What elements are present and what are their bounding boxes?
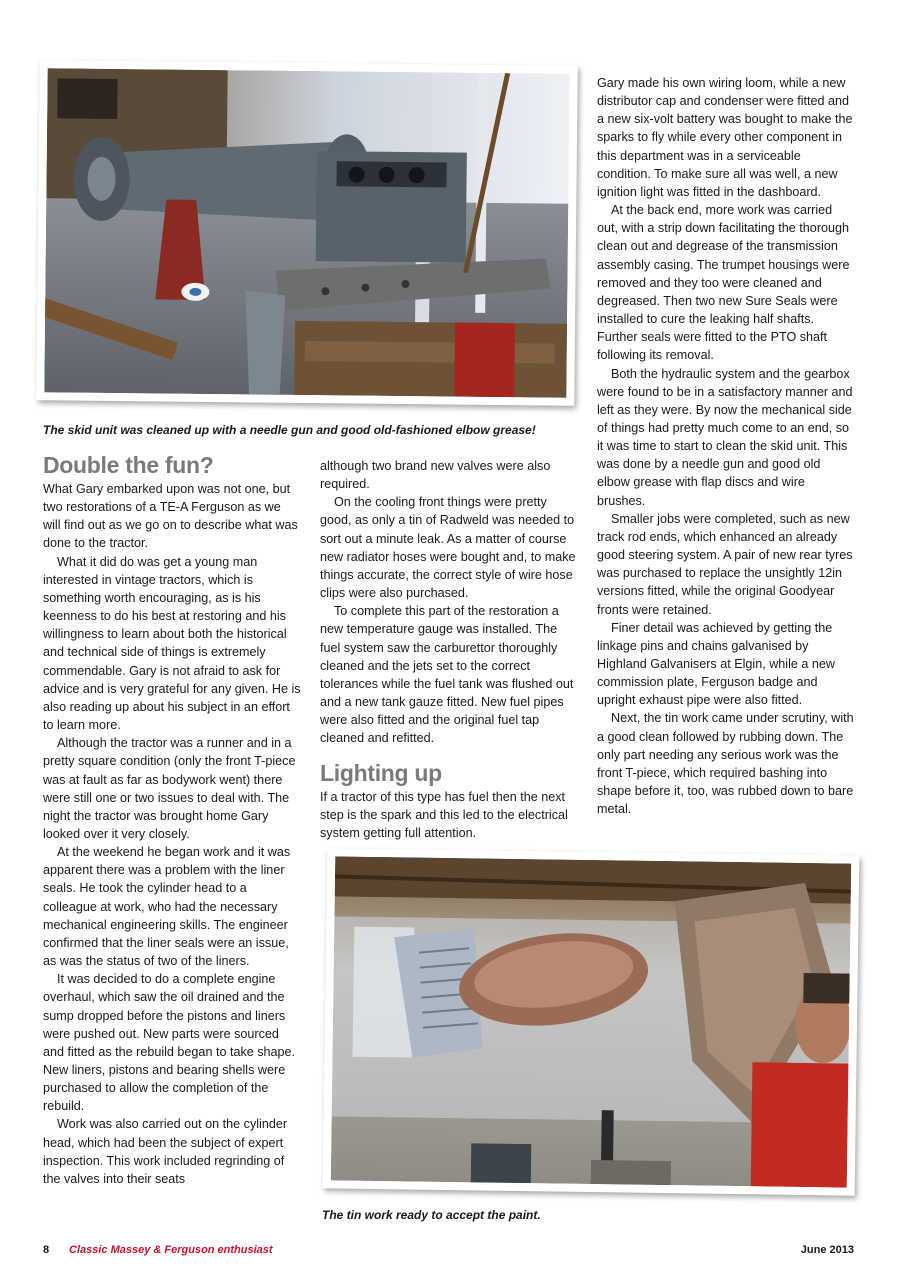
paragraph: To complete this part of the restoration a new temperature gauge was installed. The fuel system saw the carburettor thoroughly cleaned and the jets set to the correct tolerances while the fuel tank was flushed out and a new tank gauze fitted. New fuel pipes were also fitted and the original fuel tap cleaned and refitted. [320,604,574,746]
issue-date: June 2013 [800,1244,854,1256]
article-column-3 [597,74,855,818]
skid-unit-photo [36,60,578,406]
section-heading-double-the-fun: Double the fun? [43,452,214,478]
top-photo-caption: The skid unit was cleaned up with a needle gun and good old-fashioned elbow grease! [43,423,536,437]
paragraph: If a tractor of this type has fuel then the next step is the spark and this led to the electrical system getting full attention. [320,789,568,840]
paragraph: Work was also carried out on the cylinder head, which had been the subject of expert inspection. This work included regrinding of the valves into their seats [43,1117,288,1186]
paragraph: What Gary embarked upon was not one, but two restorations of a TE-A Ferguson as we will find out as we go on to describe what was done to the tractor. [43,482,298,551]
paragraph: What it did do was get a young man interested in vintage tractors, which is something worth encouraging, as is his keenness to do his best at restoring and his willingness to learn about both the historical and technical side of things is extremely commendable. Gary is not afraid to ask for advice and is very grateful for any given. He is also reading up about his subject in an effort to learn more. [43,554,301,733]
paragraph: although two brand new valves were also required. [320,459,551,492]
paragraph: Finer detail was achieved by getting the linkage pins and chains galvanised by Highland Galvanisers at Elgin, while a new commission plate, Ferguson badge and upright exhaust pipe were also fitted. [597,620,836,708]
tin-work-photo [323,848,860,1195]
tin-work-image [331,856,851,1187]
paragraph: On the cooling front things were pretty good, as only a tin of Radweld was needed to sort out a minute leak. As a matter of course new radiator hoses were bought and, to make things accurate, the correct style of wire hose clips were also purchased. [320,495,576,601]
paragraph: At the back end, more work was carried out, with a strip down facilitating the thorough clean out and degrease of the transmission assembly casing. The trumpet housings were removed and they too were cleaned and degreased. Then two new Sure Seals were installed to cure the leaking half shafts. Further seals were fitted to the PTO shaft following its removal. [597,203,850,363]
skid-unit-image [44,68,569,397]
paragraph: At the weekend he began work and it was apparent there was a problem with the liner seals. He took the cylinder head to a colleague at work, who had the necessary mechanical engineering skills. The engineer confirmed that the liner seals were an issue, as was the status of two of the liners. [43,845,291,969]
bottom-photo-caption: The tin work ready to accept the paint. [322,1208,541,1222]
section-heading-lighting-up: Lighting up [320,759,442,786]
page-number: 8 [43,1244,50,1256]
magazine-title: Classic Massey & Ferguson enthusiast [69,1244,273,1256]
paragraph: Smaller jobs were completed, such as new track rod ends, which enhanced an already good steering system. A pair of new rear tyres was purchased to replace the unsightly 12in versions fitted, while the original Goodyear fronts were retained. [597,511,853,617]
paragraph: It was decided to do a complete engine overhaul, which saw the oil drained and the sump dropped before the pistons and liners were pushed out. New parts were sourced and fitted as the rebuild began to take shape. New liners, pistons and bearing shells were purchased to allow the completion of the rebuild. [43,972,296,1114]
article-column-2 [320,457,578,842]
article-column-1 [43,452,301,1188]
paragraph: Gary made his own wiring loom, while a new distributor cap and condenser were fitted and a new six-volt battery was bought to make the sparks to fly while every other component in this department was in a serviceable condition. To make sure all was well, a new ignition light was fitted in the dashboard. [597,76,853,199]
paragraph: Next, the tin work came under scrutiny, with a good clean followed by rubbing down. The only part needing any serious work was the front T-piece, which required bashing into shape before it, too, was rubbed down to bare metal. [597,711,854,817]
paragraph: Although the tractor was a runner and in a pretty square condition (only the front T-piece was at fault as far as bodywork went) there were still one or two issues to deal with. The night the tractor was brought home Gary looked over it very closely. [43,736,296,841]
paragraph: Both the hydraulic system and the gearbox were found to be in a satisfactory manner and left as they were. By now the mechanical side of things had pretty much come to an end, so it was time to start to clean the skid unit. This was done by a needle gun and good old elbow grease with flap discs and wire brushes. [597,366,853,508]
